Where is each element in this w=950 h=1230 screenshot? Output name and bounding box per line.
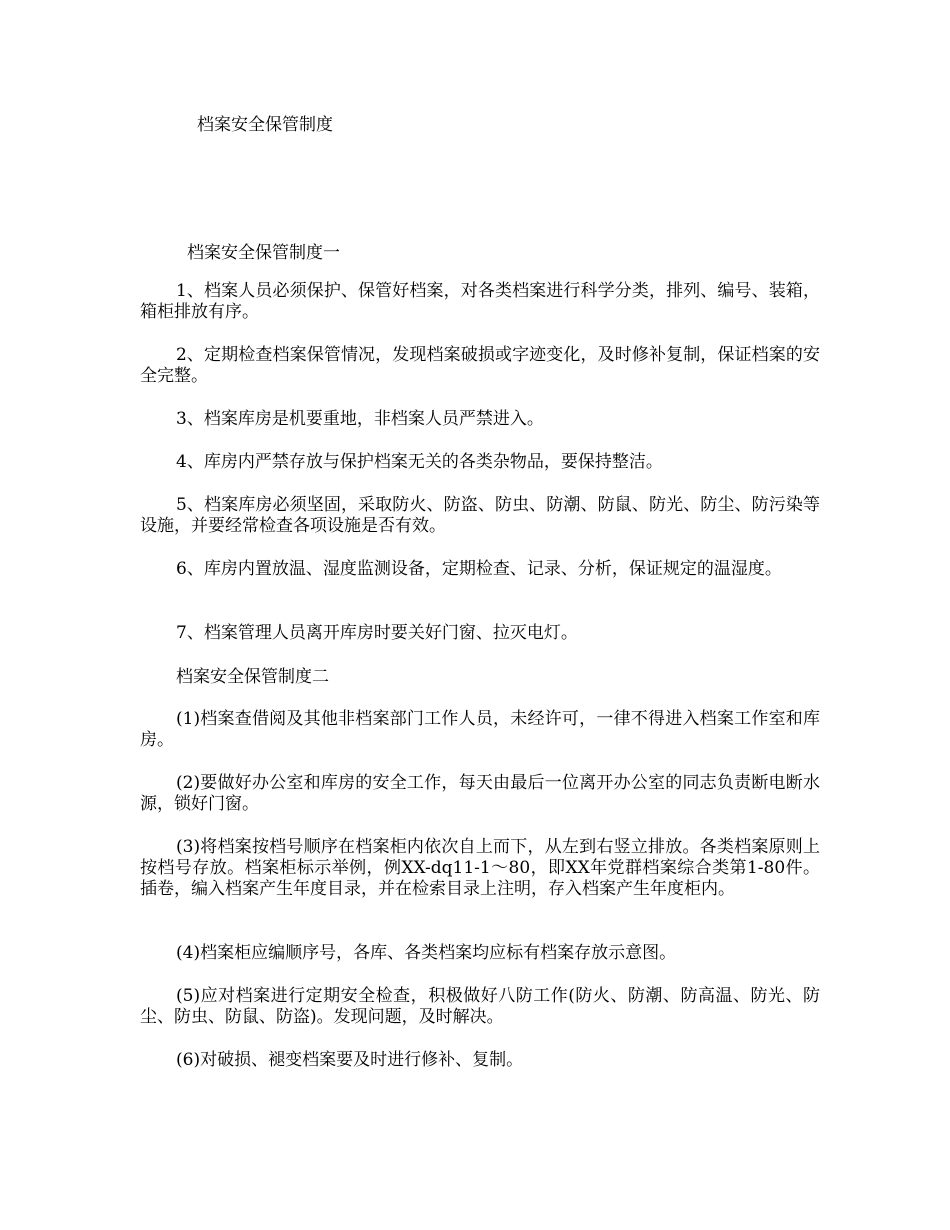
document-title: 档案安全保管制度 (197, 115, 333, 135)
section-heading-1: 档案安全保管制度一 (187, 243, 340, 263)
paragraph-item: (2)要做好办公室和库房的安全工作，每天由最后一位离开办公室的同志负责断电断水源，锁好门窗。 (140, 773, 820, 814)
paragraph-item: 2、定期检查档案保管情况，发现档案破损或字迹变化，及时修补复制，保证档案的安全完整。 (140, 345, 820, 386)
paragraph-item: (5)应对档案进行定期安全检查，积极做好八防工作(防火、防潮、防高温、防光、防尘、防虫、防鼠、防盗)。发现问题，及时解决。 (140, 986, 820, 1027)
section-heading-2: 档案安全保管制度二 (176, 667, 329, 687)
paragraph-item: (3)将档案按档号顺序在档案柜内依次自上而下，从左到右竖立排放。各类档案原则上按档号存放。档案柜标示举例，例XX-dq11-1～80，即XX年党群档案综合类第1-80件。插卷，编入档案产生年度目录，并在检索目录上注明，存入档案产生年度柜内。 (140, 837, 820, 899)
paragraph-item: (6)对破损、褪变档案要及时进行修补、复制。 (176, 1050, 524, 1070)
paragraph-item: 4、库房内严禁存放与保护档案无关的各类杂物品，要保持整洁。 (176, 452, 663, 472)
paragraph-item: (1)档案查借阅及其他非档案部门工作人员，未经许可，一律不得进入档案工作室和库房。 (140, 709, 820, 750)
paragraph-item: (4)档案柜应编顺序号，各库、各类档案均应标有档案存放示意图。 (176, 943, 677, 963)
paragraph-item: 7、档案管理人员离开库房时要关好门窗、拉灭电灯。 (176, 623, 578, 643)
paragraph-item: 5、档案库房必须坚固，采取防火、防盗、防虫、防潮、防鼠、防光、防尘、防污染等设施，并要经常检查各项设施是否有效。 (140, 495, 820, 536)
paragraph-item: 6、库房内置放温、湿度监测设备，定期检查、记录、分析，保证规定的温湿度。 (176, 559, 782, 579)
paragraph-item: 3、档案库房是机要重地，非档案人员严禁进入。 (176, 409, 544, 429)
paragraph-item: 1、档案人员必须保护、保管好档案，对各类档案进行科学分类，排列、编号、装箱，箱柜排放有序。 (140, 281, 820, 322)
